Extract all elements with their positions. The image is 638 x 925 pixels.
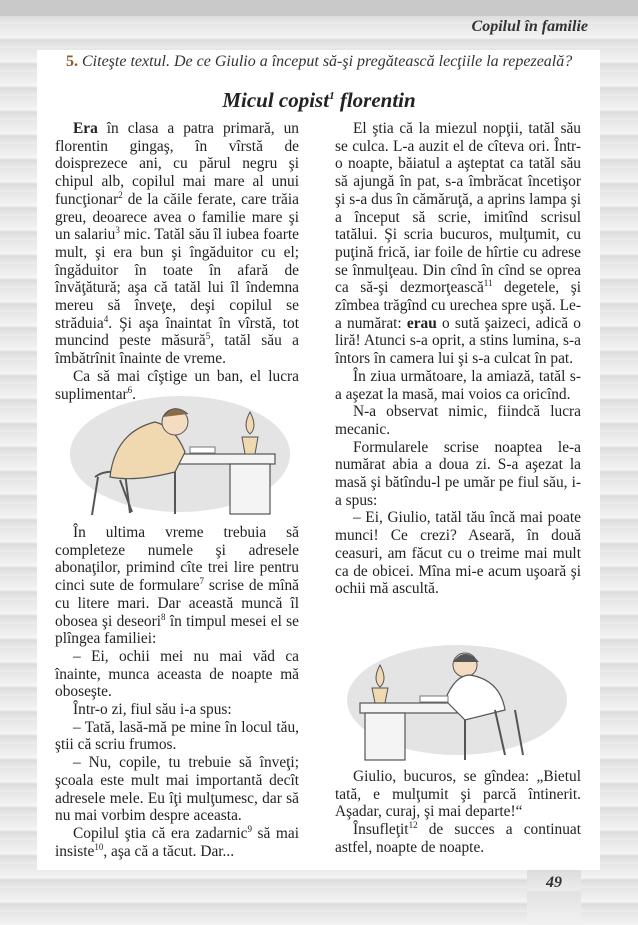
text-segment: – Tată, lasă-mă pe mine în locul tău, ştii că scriu frumos. <box>55 718 299 754</box>
text-segment: În ultima vreme trebuia să completeze numele şi adresele abonaţilor, primind cîte trei lire pentru cinci sute de formulare <box>55 524 299 595</box>
paragraph <box>55 648 299 701</box>
text-segment: să mai insiste <box>55 824 299 860</box>
footnote-ref: 10 <box>94 841 104 852</box>
text-segment: În ziua următoare, la amiază, tatăl s-a aşezat la masă, mai voios ca oricînd. <box>335 367 581 403</box>
paragraph <box>335 768 581 821</box>
paragraph <box>55 524 299 648</box>
page-number-box <box>527 870 581 925</box>
text-segment: Ca să mai cîştige un ban, el lucra suplimentar <box>55 367 299 403</box>
title-text-end: florentin <box>334 88 416 112</box>
text-segment: în timpul mesei el se plîngea familiei: <box>55 612 299 648</box>
paragraph <box>335 509 581 598</box>
footnote-ref: 12 <box>408 819 418 830</box>
paragraph <box>55 719 299 754</box>
task-number: 5. <box>66 53 78 70</box>
title-text: Micul copist <box>222 88 330 112</box>
text-segment: Giulio, bucuros, se gîndea: „Bietul tată, e mulţumit şi parcă întinerit. Aşadar, curaj, şi mai departe!“ <box>335 768 581 821</box>
text-segment: de succes a continuat astfel, noapte de noapte. <box>335 821 581 856</box>
title-footnote-ref: 1 <box>329 90 335 102</box>
text-segment: o sută şaizeci, adică o liră! Atunci s-a oprit, a stins lumina, s-a întors în camera lui şi s-a culcat în pat. <box>335 314 581 368</box>
text-segment: El ştia că la miezul nopţii, tatăl său se culca. L-a auzit el de cîteva ori. Într-o noapte, băiatul a aşteptat ca tatăl său să ajungă în pat, s-a îmbrăcat încetişor şi s-a dus în cămăruţă, a aprins lampa şi a început să scrie, imitînd scrisul tatălui. Şi scria bucuros, mulţumit, cu puţină frică, iar foile de hîrtie cu adrese se înmulţeau. Din cînd în cînd se oprea ca să-şi dezmorţească <box>335 120 581 297</box>
text-segment: de la căile ferate, care trăia greu, deoarece avea o familie mare şi un salariu <box>55 190 299 244</box>
text-segment: în clasa a patra primară, un florentin gingaş, în vîrstă de doisprezece ani, cu părul negru şi chipul alb, copilul mai mare al unui funcţionar <box>55 120 299 208</box>
text-segment: – Ei, Giulio, tatăl tău încă mai poate munci! Ce crezi? Aseară, în două ceasuri, am făcut cu o treime mai mult ca de obicei. Mîna mi-e acum uşoară şi ochii mă ascultă. <box>335 509 581 598</box>
task-instruction <box>66 53 572 71</box>
paragraph <box>335 439 581 510</box>
text-segment: Într-o zi, fiul său i-a spus: <box>73 701 232 719</box>
footnote-ref: 9 <box>247 823 252 834</box>
text-segment: scrise de mînă cu litere mari. Dar această muncă îl obosea şi deseori <box>55 577 299 630</box>
text-segment: N-a observat nimic, fiindcă lucra mecanic. <box>335 403 581 438</box>
footnote-ref: 3 <box>115 225 120 236</box>
text-segment: degetele, şi zîmbea trăgînd cu urechea spre uşă. Le-a numărat: <box>335 279 581 332</box>
section-title: Copilul în familie <box>471 18 588 35</box>
footnote-ref: 8 <box>161 611 166 622</box>
text-segment: , tatăl său a îmbătrînit înainte de vreme. <box>55 332 299 368</box>
paragraph <box>55 754 299 825</box>
text-segment: Formularele scrise noaptea le-a numărat abia a doua zi. S-a aşezat la masă şi bătîndu-l pe umăr pe fiul său, i-a spus: <box>335 438 581 509</box>
left-column-top <box>55 120 299 403</box>
illustration-boy-writing-by-lamp <box>345 640 570 765</box>
text-segment: – Ei, ochii mei nu mai văd ca înainte, munca aceasta de noapte mă oboseşte. <box>55 647 299 701</box>
text-segment: mic. Tatăl său îl iubea foarte mult, şi era bun şi îngăduitor cu el; îngăduitor în toate în afară de învăţătură; aşa că tatăl lui îl îndemna mereu să înveţe, deşi copilul se străduia <box>55 226 299 332</box>
text-segment: Însufleţit <box>353 821 409 839</box>
illustration-boy-writing-at-desk <box>70 392 295 520</box>
footnote-ref: 11 <box>483 278 493 289</box>
paragraph <box>55 701 299 719</box>
paragraph <box>335 120 581 368</box>
paragraph <box>335 821 581 856</box>
text-segment: erau <box>406 314 437 332</box>
paragraph <box>55 825 299 860</box>
paragraph <box>335 403 581 438</box>
text-segment: Era <box>73 120 98 137</box>
text-segment: Copilul ştia că era zadarnic <box>73 824 248 842</box>
text-segment: . Şi aşa înaintat în vîrstă, tot muncind peste măsură <box>55 314 299 350</box>
task-text: Citeşte textul. De ce Giulio a început să-şi pregătească lecţiile la repezeală? <box>82 53 573 70</box>
left-column-bottom <box>55 524 299 860</box>
page-number: 49 <box>546 874 562 891</box>
footnote-ref: 7 <box>199 575 205 586</box>
right-column-top <box>335 120 581 598</box>
paragraph <box>335 368 581 403</box>
paragraph <box>55 120 299 368</box>
footnote-ref: 2 <box>118 189 123 200</box>
footnote-ref: 4 <box>103 313 109 324</box>
footnote-ref: 6 <box>127 384 133 395</box>
story-title <box>0 88 638 113</box>
right-column-bottom <box>335 768 581 857</box>
header-band <box>0 0 638 16</box>
footnote-ref: 5 <box>205 331 211 342</box>
text-segment: – Nu, copile, tu trebuie să înveţi; şcoala este mult mai importantă decît adresele mele. Eu îţi mulţumesc, dar să nu mai vorbim despre aceasta. <box>55 754 299 825</box>
text-segment: . <box>132 385 137 403</box>
text-segment: , aşa că a tăcut. Dar... <box>103 842 235 860</box>
